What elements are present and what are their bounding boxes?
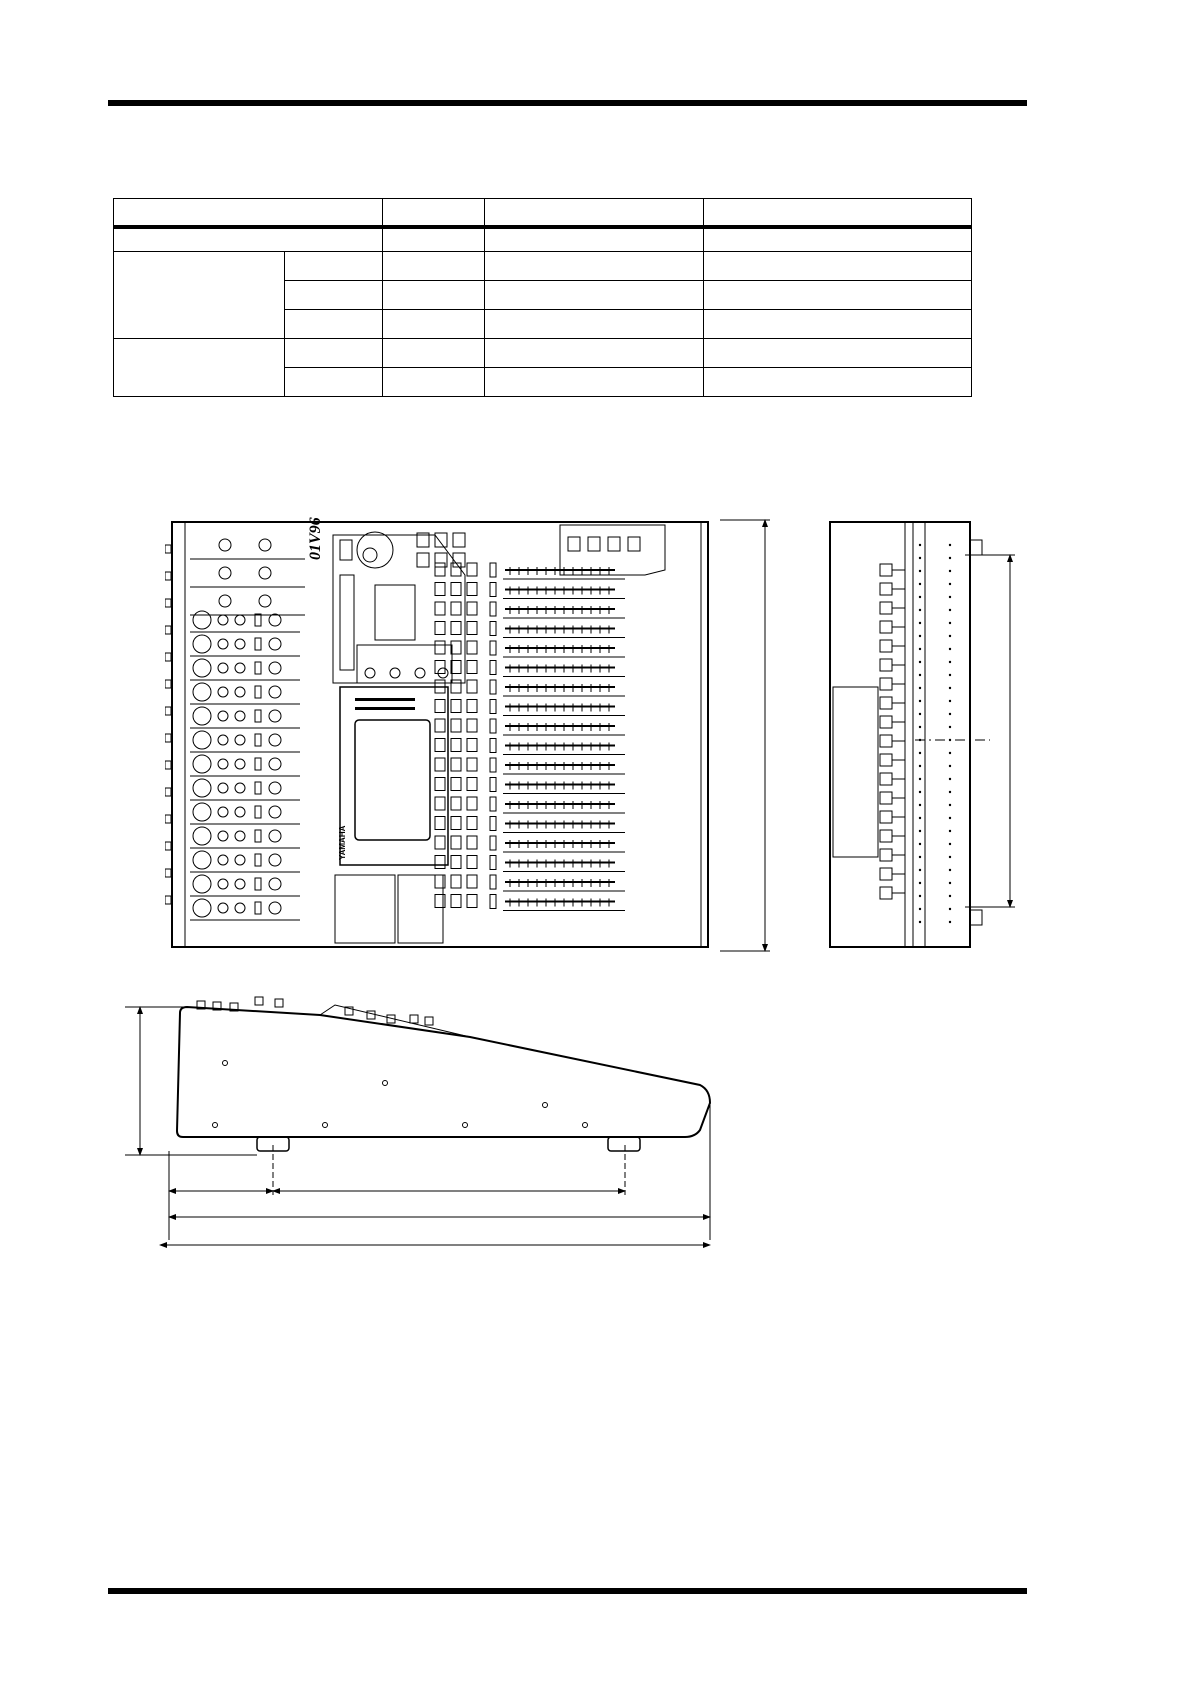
footer-rule	[108, 1588, 1027, 1594]
table-cell	[285, 368, 383, 397]
table-cell	[704, 199, 972, 228]
table-cell	[704, 368, 972, 397]
table-cell	[383, 281, 485, 310]
table-cell	[383, 227, 485, 252]
table-cell	[383, 252, 485, 281]
table-cell	[485, 252, 704, 281]
side-view-drawing	[125, 995, 725, 1265]
brand-logo: YAMAHA	[338, 825, 347, 860]
table-cell	[485, 310, 704, 339]
table-cell	[704, 310, 972, 339]
table-row	[114, 227, 972, 252]
table-cell	[114, 252, 285, 339]
header-rule	[108, 100, 1027, 106]
table-cell	[114, 227, 383, 252]
table-cell	[485, 281, 704, 310]
rear-view-drawing	[825, 515, 1025, 955]
table-cell	[285, 252, 383, 281]
table-cell	[383, 310, 485, 339]
table-cell	[704, 281, 972, 310]
table-cell	[383, 339, 485, 368]
table-cell	[704, 252, 972, 281]
table-cell	[285, 281, 383, 310]
table-cell	[383, 199, 485, 228]
table-cell	[704, 339, 972, 368]
table-cell	[485, 368, 704, 397]
table-header-row	[114, 199, 972, 228]
table-cell	[383, 368, 485, 397]
table-row	[114, 252, 972, 281]
dimensions-table	[113, 198, 972, 397]
table-cell	[285, 339, 383, 368]
table-cell	[114, 339, 285, 397]
table-cell	[285, 310, 383, 339]
top-view-drawing	[165, 515, 785, 955]
table-cell	[485, 339, 704, 368]
table-cell	[704, 227, 972, 252]
table-row	[114, 339, 972, 368]
table-cell	[485, 199, 704, 228]
table-cell	[485, 227, 704, 252]
table-cell	[114, 199, 383, 228]
model-logo: 01V96	[307, 517, 324, 560]
